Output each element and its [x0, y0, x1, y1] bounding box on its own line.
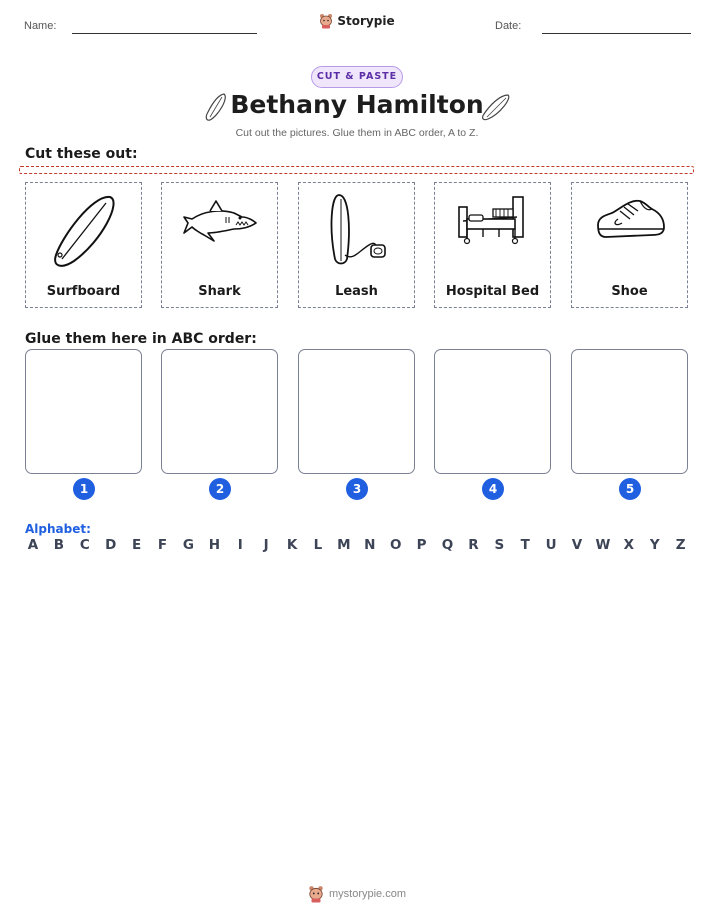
card-label: Shoe	[611, 284, 648, 299]
storypie-logo-icon	[308, 885, 324, 903]
slot-number-badge: 3	[346, 478, 368, 500]
card-label: Leash	[335, 284, 378, 299]
brand-name: Storypie	[337, 14, 395, 28]
alphabet-letter: D	[105, 537, 117, 553]
slot-number-badge: 2	[209, 478, 231, 500]
alphabet-title: Alphabet:	[25, 522, 91, 536]
alphabet-row	[25, 537, 689, 553]
footer-website[interactable]: mystorypie.com	[328, 888, 407, 900]
slot-number-badge: 1	[73, 478, 95, 500]
alphabet-letter: N	[364, 537, 376, 553]
storypie-logo-icon	[319, 13, 333, 29]
glue-slot[interactable]	[434, 349, 551, 474]
hospital-bed-icon	[453, 189, 533, 279]
name-label: Name:	[24, 20, 57, 32]
alphabet-letter: H	[208, 537, 220, 553]
alphabet-letter: B	[53, 537, 65, 553]
card-label: Surfboard	[46, 284, 121, 299]
leash-icon	[317, 189, 397, 279]
alphabet-letter: K	[286, 537, 298, 553]
slot-number-badge: 4	[482, 478, 504, 500]
alphabet-letter: V	[571, 537, 583, 553]
date-label: Date:	[495, 20, 522, 32]
alphabet-letter: J	[263, 537, 269, 553]
alphabet-letter: X	[623, 537, 635, 553]
footer	[0, 885, 714, 908]
alphabet-letter: P	[416, 537, 427, 553]
decorative-surfboard-right-icon	[480, 92, 512, 122]
alphabet-letter: C	[79, 537, 90, 553]
cut-line	[19, 166, 694, 174]
alphabet-letter: E	[132, 537, 142, 553]
cut-card-leash[interactable]	[298, 182, 415, 308]
alphabet-letter: S	[494, 537, 505, 553]
alphabet-letter: Q	[441, 537, 454, 553]
shoe-icon	[590, 189, 670, 279]
alphabet-letter: L	[313, 537, 323, 553]
alphabet-letter: F	[157, 537, 168, 553]
shark-icon	[180, 189, 260, 279]
alphabet-letter: Z	[675, 537, 686, 553]
alphabet-letter: Y	[649, 537, 660, 553]
alphabet-letter: G	[182, 537, 194, 553]
glue-slot[interactable]	[571, 349, 688, 474]
alphabet-letter: T	[520, 537, 530, 553]
cut-card-shark[interactable]	[161, 182, 278, 308]
cut-section-heading: Cut these out:	[25, 146, 138, 162]
slot-number-badge: 5	[619, 478, 641, 500]
surfboard-icon	[44, 189, 124, 279]
alphabet-letter: I	[237, 537, 243, 553]
card-label: Shark	[198, 284, 241, 299]
glue-section-heading: Glue them here in ABC order:	[25, 331, 257, 347]
glue-slot[interactable]	[161, 349, 278, 474]
alphabet-letter: O	[389, 537, 402, 553]
date-field-line[interactable]	[542, 33, 691, 34]
cut-card-hospital-bed[interactable]	[434, 182, 551, 308]
instructions: Cut out the pictures. Glue them in ABC order, A to Z.	[235, 127, 479, 139]
glue-slot[interactable]	[25, 349, 142, 474]
alphabet-letter: U	[545, 537, 557, 553]
alphabet-letter: R	[468, 537, 479, 553]
cut-card-surfboard[interactable]	[25, 182, 142, 308]
glue-slot[interactable]	[298, 349, 415, 474]
cut-paste-badge: CUT & PASTE	[311, 66, 403, 88]
alphabet-letter: W	[595, 537, 611, 553]
brand-header	[0, 13, 714, 34]
page-title: Bethany Hamilton	[230, 90, 484, 119]
alphabet-letter: A	[27, 537, 39, 553]
cut-card-shoe[interactable]	[571, 182, 688, 308]
alphabet-letter: M	[337, 537, 351, 553]
card-label: Hospital Bed	[445, 284, 540, 299]
